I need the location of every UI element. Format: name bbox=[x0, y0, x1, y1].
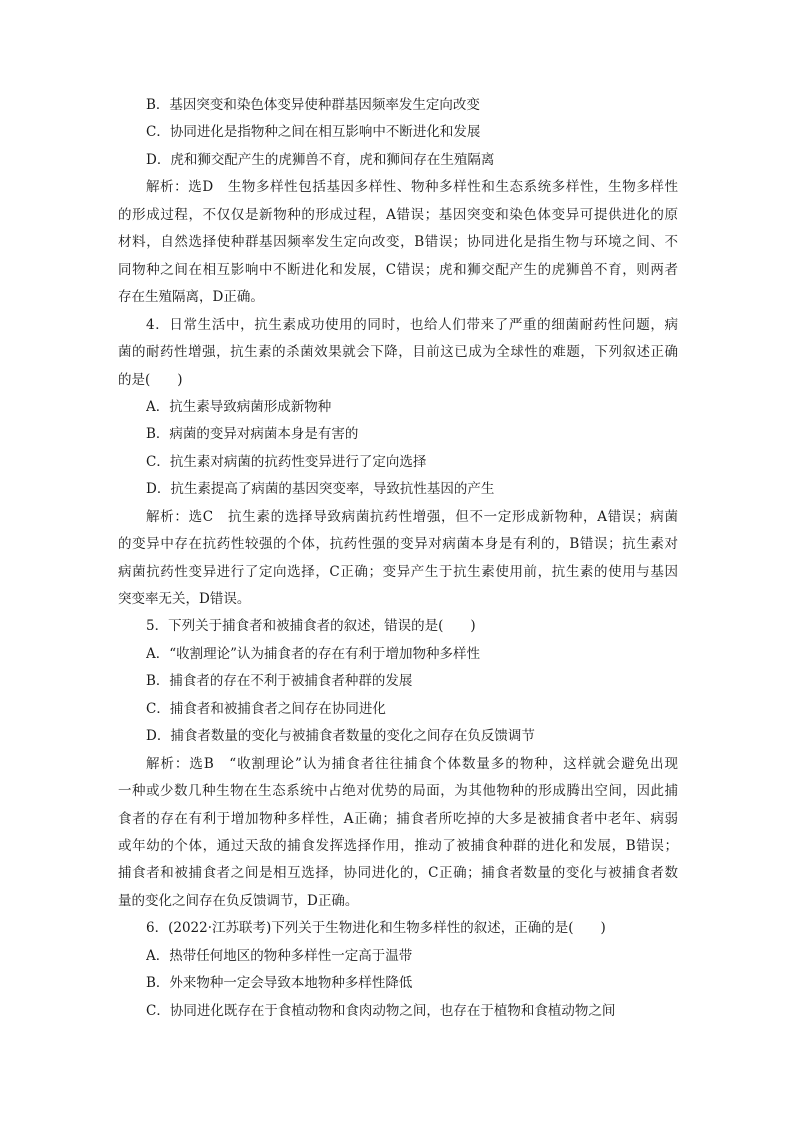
analysis-line: 存在生殖隔离，D正确。 bbox=[118, 289, 264, 305]
option-d-line: D．虎和狮交配产生的虎狮兽不育，虎和狮间存在生殖隔离 bbox=[146, 152, 495, 168]
question-4-line: 的是( ) bbox=[118, 372, 183, 388]
question-4-line: 菌的耐药性增强，抗生素的杀菌效果就会下降，目前这已成为全球性的难题，下列叙述正确 bbox=[118, 344, 678, 360]
option-a-line: A．“收割理论”认为捕食者的存在有利于增加物种多样性 bbox=[146, 646, 481, 662]
analysis-line: 材料，自然选择使种群基因频率发生定向改变，B错误；协同进化是指生物与环境之间、不 bbox=[118, 234, 678, 250]
option-c-line: C．捕食者和被捕食者之间存在协同进化 bbox=[146, 701, 386, 717]
option-a-line: A．热带任何地区的物种多样性一定高于温带 bbox=[146, 948, 413, 964]
analysis-line: 或年幼的个体，通过天敌的捕食发挥选择作用，推动了被捕食种群的进化和发展，B错误； bbox=[118, 838, 678, 854]
analysis-line: 食者的存在有利于增加物种多样性，A正确；捕食者所吃掉的大多是被捕食者中老年、病弱 bbox=[118, 811, 678, 827]
question-6-line: 6．(2022·江苏联考)下列关于生物进化和生物多样性的叙述，正确的是( ) bbox=[146, 920, 606, 936]
option-c-line: C．协同进化是指物种之间在相互影响中不断进化和发展 bbox=[146, 124, 481, 140]
analysis-line: 解析：选D 生物多样性包括基因多样性、物种多样性和生态系统多样性，生物多样性 bbox=[146, 179, 678, 195]
option-d-line: D．捕食者数量的变化与被捕食者数量的变化之间存在负反馈调节 bbox=[146, 728, 535, 744]
analysis-line: 解析：选C 抗生素的选择导致病菌抗药性增强，但不一定形成新物种，A错误；病菌 bbox=[146, 509, 678, 525]
option-b-line: B．病菌的变异对病菌本身是有害的 bbox=[146, 426, 359, 442]
analysis-line: 的形成过程，不仅仅是新物种的形成过程，A错误；基因突变和染色体变异可提供进化的原 bbox=[118, 207, 678, 223]
analysis-line: 的变异中存在抗药性较强的个体，抗药性强的变异对病菌本身是有利的，B错误；抗生素对 bbox=[118, 536, 678, 552]
question-5-line: 5．下列关于捕食者和被捕食者的叙述，错误的是( ) bbox=[146, 618, 476, 634]
option-b-line: B．捕食者的存在不利于被捕食者种群的发展 bbox=[146, 673, 413, 689]
option-a-line: A．抗生素导致病菌形成新物种 bbox=[146, 399, 332, 415]
analysis-line: 病菌抗药性变异进行了定向选择，C正确；变异产生于抗生素使用前，抗生素的使用与基因 bbox=[118, 564, 678, 580]
analysis-line: 同物种之间在相互影响中不断进化和发展，C错误；虎和狮交配产生的虎狮兽不育，则两者 bbox=[118, 262, 678, 278]
question-4-line: 4．日常生活中，抗生素成功使用的同时，也给人们带来了严重的细菌耐药性问题，病 bbox=[146, 317, 678, 333]
analysis-line: 捕食者和被捕食者之间是相互选择，协同进化的，C正确；捕食者数量的变化与被捕食者数 bbox=[118, 865, 678, 881]
analysis-line: 解析：选B “收割理论”认为捕食者往往捕食个体数量多的物种，这样就会避免出现 bbox=[146, 756, 678, 772]
analysis-line: 突变率无关，D错误。 bbox=[118, 591, 251, 607]
analysis-line: 量的变化之间存在负反馈调节，D正确。 bbox=[118, 893, 359, 909]
option-c-line: C．协同进化既存在于食植动物和食肉动物之间，也存在于植物和食植动物之间 bbox=[146, 1003, 616, 1019]
analysis-line: 一种或少数几种生物在生态系统中占绝对优势的局面，为其他物种的形成腾出空间，因此捕 bbox=[118, 783, 678, 799]
option-d-line: D．抗生素提高了病菌的基因突变率，导致抗性基因的产生 bbox=[146, 481, 495, 497]
option-b-line: B．基因突变和染色体变异使种群基因频率发生定向改变 bbox=[146, 97, 480, 113]
option-b-line: B．外来物种一定会导致本地物种多样性降低 bbox=[146, 975, 413, 991]
option-c-line: C．抗生素对病菌的抗药性变异进行了定向选择 bbox=[146, 454, 427, 470]
